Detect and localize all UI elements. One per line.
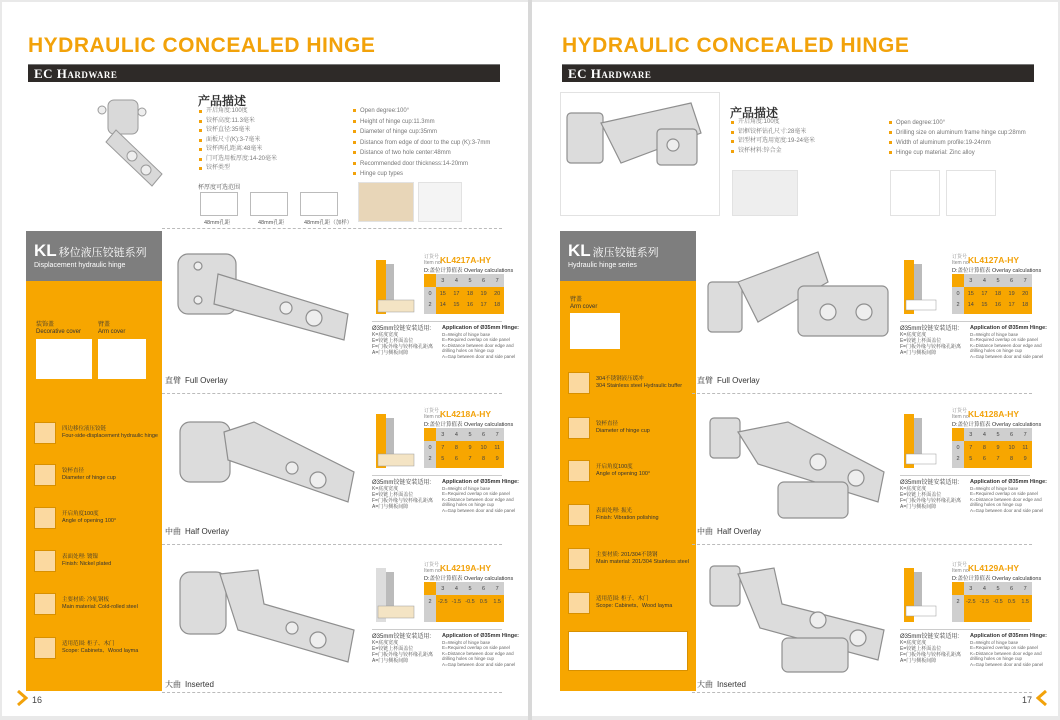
overlay-table: 3 4 5 6 7 2 -2.5 -1.5 -0.5 0.5 1.5 <box>952 582 1032 622</box>
overlay-calc-title: D:盖位计算值表 Overlay calculations <box>424 576 514 582</box>
desc-cn-item: 开启角度:100度 <box>730 118 815 128</box>
model-code: KL4127A-HY <box>968 255 1020 265</box>
series-panel <box>560 231 696 691</box>
accessory-label: 臂盖 Arm cover <box>570 297 598 310</box>
right-page <box>532 2 1058 716</box>
install-notes-cn: Ø35mm铰链安装适用: K=底度宽度 E=铰链上杯面盖位 F=门板外缘与铰杯缘孔距离 A=门与侧板间隙 <box>372 326 433 356</box>
desc-cn-item: 铰杯材料:锌合金 <box>730 147 815 157</box>
opening-angle-icon <box>568 460 590 482</box>
arm-cover-image <box>570 313 620 349</box>
brand-name: EC Hardware <box>34 66 118 81</box>
feature-item: 主要材质: 冷轧钢板 Main material: Cold-rolled steel <box>34 593 162 617</box>
hinge-product-image <box>72 94 182 194</box>
series-panel <box>26 231 162 691</box>
divider <box>692 692 1032 693</box>
spec-block <box>372 562 520 692</box>
material-icon <box>568 548 590 570</box>
series-header <box>560 231 696 281</box>
installation-diagram <box>372 562 420 628</box>
item-no-label: 订货号 Item no. <box>952 254 971 266</box>
overlay-calc-title: D:盖位计算值表 Overlay calculations <box>952 576 1042 582</box>
brand-bar <box>562 64 1034 82</box>
feature-item: 适用范围: 柜子、木门 Scope: Cabinets、Wood layma <box>568 592 696 616</box>
installation-diagram <box>372 408 420 474</box>
spec-block <box>372 408 520 538</box>
variant-label: 直臂 Full Overlay <box>697 376 760 385</box>
install-notes-cn: Ø35mm铰链安装适用: K=底度宽度 E=铰链上杯面盖位 F=门板外缘与铰杯缘孔距离 A=门与侧板间隙 <box>372 480 433 510</box>
hinge-cup-photo <box>418 182 462 222</box>
material-icon <box>34 593 56 615</box>
cup-types-label: 杯厚度可选范围 <box>198 185 241 191</box>
overlay-table: 3 4 5 6 7 0 15 17 18 19 20 2 14 15 16 17 18 <box>952 274 1032 314</box>
description-en-list <box>888 118 1026 158</box>
feature-item: 铰杯直径 Diameter of hinge cup <box>568 417 696 441</box>
accessory-label: 臂盖 Arm cover <box>98 322 126 335</box>
desc-cn-item: 铝型材可选用宽度:19-24毫米 <box>730 137 815 147</box>
hinge-cup-photo <box>946 170 996 216</box>
cup-diameter-icon <box>568 417 590 439</box>
installation-diagram <box>900 254 948 320</box>
hinge-image-half-overlay <box>168 402 364 522</box>
desc-cn-item: 铰杯直径:35毫米 <box>198 126 277 136</box>
desc-cn-item: 铝框铰杯钻孔尺寸:28毫米 <box>730 128 815 138</box>
desc-cn-item: 铰杯两孔距离:48毫米 <box>198 145 277 155</box>
divider <box>162 544 502 545</box>
hinge-installed-photo <box>358 182 414 222</box>
desc-en-item: Hinge cup material: Zinc alloy <box>888 148 1026 158</box>
install-notes-en: Application of Ø35mm Hinge: D=Weight of hinge base E=Required overlap on side panel K=Distance between door edge and drilling holes on hinge cup A=Gap between door and side panel <box>442 325 520 359</box>
page-title: HYDRAULIC CONCEALED HINGE <box>28 34 376 57</box>
desc-en-item: Open degree:100° <box>888 118 1026 128</box>
desc-en-item: Height of hinge cup:11.3mm <box>352 117 490 128</box>
description-cn-list <box>730 118 815 156</box>
feature-item: 主要材质: 201/304不锈钢 Main material: 201/304 Stainless steel <box>568 548 696 572</box>
hinge-image-full-overlay <box>168 244 364 364</box>
page-title: HYDRAULIC CONCEALED HINGE <box>562 34 910 57</box>
overlay-calc-title: D:盖位计算值表 Overlay calculations <box>424 422 514 428</box>
overlay-table: 3 4 5 6 7 0 15 17 18 19 20 2 14 15 16 17 18 <box>424 274 504 314</box>
divider <box>692 393 1032 394</box>
install-notes-cn: Ø35mm铰链安装适用: K=底度宽度 E=铰链上杯面盖位 F=门板外缘与铰杯缘孔距离 A=门与侧板间隙 <box>900 326 961 356</box>
hinge-image-full-overlay <box>698 242 894 362</box>
feature-item: 四边移位液压铰链 Four-side-displacement hydraulic hinge <box>34 422 162 446</box>
cup-type-label: 48mm孔距（加样） <box>304 220 353 226</box>
desc-cn-item: 门可选用板厚度:14-20毫米 <box>198 155 277 165</box>
item-no-label: 订货号 Item no. <box>424 562 443 574</box>
hinge-installed-photo <box>732 170 798 216</box>
series-name-en: Hydraulic hinge series <box>568 262 637 269</box>
install-notes-en: Application of Ø35mm Hinge: D=Weight of hinge base E=Required overlap on side panel K=Distance between door edge and drilling holes on hinge cup A=Gap between door and side panel <box>970 633 1048 667</box>
hinge-image-inserted <box>168 554 364 674</box>
finish-icon <box>568 504 590 526</box>
chevron-left-icon <box>1036 690 1048 706</box>
cup-type-label: 48mm孔距 <box>258 220 285 226</box>
model-code: KL4217A-HY <box>440 255 492 265</box>
desc-cn-item: 铰杯高度:11.3毫米 <box>198 117 277 127</box>
description-title: 产品描述 <box>730 106 779 120</box>
install-notes-cn: Ø35mm铰链安装适用: K=底度宽度 E=铰链上杯面盖位 F=门板外缘与铰杯缘孔距离 A=门与侧板间隙 <box>372 634 433 664</box>
desc-en-item: Recommended door thickness:14-20mm <box>352 159 490 170</box>
model-code: KL4128A-HY <box>968 409 1020 419</box>
divider <box>692 544 1032 545</box>
install-notes-en: Application of Ø35mm Hinge: D=Weight of hinge base E=Required overlap on side panel K=Distance between door edge and drilling holes on hinge cup A=Gap between door and side panel <box>970 325 1048 359</box>
four-side-displacement-icon <box>34 422 56 444</box>
install-notes-en: Application of Ø35mm Hinge: D=Weight of hinge base E=Required overlap on side panel K=Distance between door edge and drilling holes on hinge cup A=Gap between door and side panel <box>970 479 1048 513</box>
spec-block <box>372 254 520 384</box>
desc-en-item: Open degree:100° <box>352 106 490 117</box>
arm-cover-image <box>98 339 146 379</box>
overlay-table: 3 4 5 6 7 2 -2.5 -1.5 -0.5 0.5 1.5 <box>424 582 504 622</box>
desc-en-item: Drilling size on aluminum frame hinge cup:28mm <box>888 128 1026 138</box>
install-notes-en: Application of Ø35mm Hinge: D=Weight of hinge base E=Required overlap on side panel K=Distance between door edge and drilling holes on hinge cup A=Gap between door and side panel <box>442 633 520 667</box>
series-name-en: Displacement hydraulic hinge <box>34 262 126 269</box>
hinge-image-half-overlay <box>698 402 894 522</box>
decorative-cover-image <box>36 339 92 379</box>
install-notes-cn: Ø35mm铰链安装适用: K=底度宽度 E=铰链上杯面盖位 F=门板外缘与铰杯缘孔距离 A=门与侧板间隙 <box>900 480 961 510</box>
hinge-product-image <box>560 92 720 216</box>
feature-item: 表面处理: 镀镍 Finish: Nickel plated <box>34 550 162 574</box>
divider <box>162 228 502 229</box>
feature-item: 开启角度100度 Angle of opening 100° <box>568 460 696 484</box>
overlay-calc-title: D:盖位计算值表 Overlay calculations <box>952 422 1042 428</box>
overlay-calc-title: D:盖位计算值表 Overlay calculations <box>424 268 514 274</box>
item-no-label: 订货号 Item no. <box>424 408 443 420</box>
hinge-image-inserted <box>698 554 894 674</box>
divider <box>162 692 502 693</box>
divider <box>162 393 502 394</box>
installation-diagram <box>372 254 420 320</box>
installation-diagram <box>900 408 948 474</box>
variant-label: 直臂 Full Overlay <box>165 376 228 385</box>
install-notes-cn: Ø35mm铰链安装适用: K=底度宽度 E=铰链上杯面盖位 F=门板外缘与铰杯缘孔距离 A=门与侧板间隙 <box>900 634 961 664</box>
page-number: 17 <box>1022 695 1033 705</box>
left-page <box>2 2 528 716</box>
item-no-label: 订货号 Item no. <box>424 254 443 266</box>
desc-en-item: Hinge cup types <box>352 169 490 180</box>
accessory-label: 装饰盖 Decorative cover <box>36 322 82 335</box>
brand-bar <box>28 64 500 82</box>
cup-diameter-icon <box>34 464 56 486</box>
opening-angle-icon <box>34 507 56 529</box>
feature-item: 适用范围: 柜子、木门 Scope: Cabinets、Wood layma <box>34 637 162 661</box>
installation-diagram <box>900 562 948 628</box>
series-name-cn: 移位液压铰链系列 <box>58 247 147 259</box>
feature-item: 开启角度100度 Angle of opening 100° <box>34 507 162 531</box>
page-number: 16 <box>32 695 43 705</box>
hinge-cup-photo <box>890 170 940 216</box>
series-header <box>26 231 162 281</box>
scope-icon <box>568 592 590 614</box>
desc-en-item: Width of aluminum profile:19-24mm <box>888 138 1026 148</box>
variant-label: 大曲 Inserted <box>165 680 214 689</box>
cup-type-diagram <box>250 192 288 216</box>
model-code: KL4129A-HY <box>968 563 1020 573</box>
cup-type-label: 48mm孔距 <box>204 220 231 226</box>
series-code: KL <box>568 241 591 260</box>
desc-cn-item: 面板尺寸(K):3-7毫米 <box>198 136 277 146</box>
scope-icon <box>34 637 56 659</box>
item-no-label: 订货号 Item no. <box>952 408 971 420</box>
finish-icon <box>34 550 56 572</box>
chevron-right-icon <box>16 690 28 706</box>
spec-block <box>900 408 1048 538</box>
desc-en-item: Distance of two hole center:48mm <box>352 148 490 159</box>
feature-item: 铰杯直径 Diameter of hinge cup <box>34 464 162 488</box>
variant-label: 中曲 Half Overlay <box>165 527 230 536</box>
description-title: 产品描述 <box>198 94 247 108</box>
series-code: KL <box>34 241 57 260</box>
item-no-label: 订货号 Item no. <box>952 562 971 574</box>
desc-cn-item: 铰杯类型 <box>198 164 277 174</box>
spec-block <box>900 562 1048 692</box>
desc-en-item: Diameter of hinge cup:35mm <box>352 127 490 138</box>
series-name-cn: 液压铰链系列 <box>592 247 659 259</box>
model-code: KL4219A-HY <box>440 563 492 573</box>
installation-diagram <box>568 631 688 671</box>
overlay-table: 3 4 5 6 7 0 7 8 9 10 11 2 5 6 7 8 9 <box>952 428 1032 468</box>
description-en-list <box>352 106 490 180</box>
brand-name: EC Hardware <box>568 66 652 81</box>
desc-cn-item: 开启角度:100度 <box>198 107 277 117</box>
install-notes-en: Application of Ø35mm Hinge: D=Weight of hinge base E=Required overlap on side panel K=Distance between door edge and drilling holes on hinge cup A=Gap between door and side panel <box>442 479 520 513</box>
cup-type-diagram <box>300 192 338 216</box>
description-cn-list <box>198 107 277 174</box>
variant-label: 中曲 Half Overlay <box>697 527 762 536</box>
cup-type-diagram <box>200 192 238 216</box>
desc-en-item: Distance from edge of door to the cup (K):3-7mm <box>352 138 490 149</box>
feature-item: 304不锈钢液压缓冲 304 Stainless steel Hydraulic buffer <box>568 372 696 396</box>
variant-label: 大曲 Inserted <box>697 680 746 689</box>
hydraulic-buffer-icon <box>568 372 590 394</box>
overlay-calc-title: D:盖位计算值表 Overlay calculations <box>952 268 1042 274</box>
overlay-table: 3 4 5 6 7 0 7 8 9 10 11 2 5 6 7 8 9 <box>424 428 504 468</box>
model-code: KL4218A-HY <box>440 409 492 419</box>
feature-item: 表面处理: 振光 Finish: Vibration polishing <box>568 504 696 528</box>
spec-block <box>900 254 1048 384</box>
